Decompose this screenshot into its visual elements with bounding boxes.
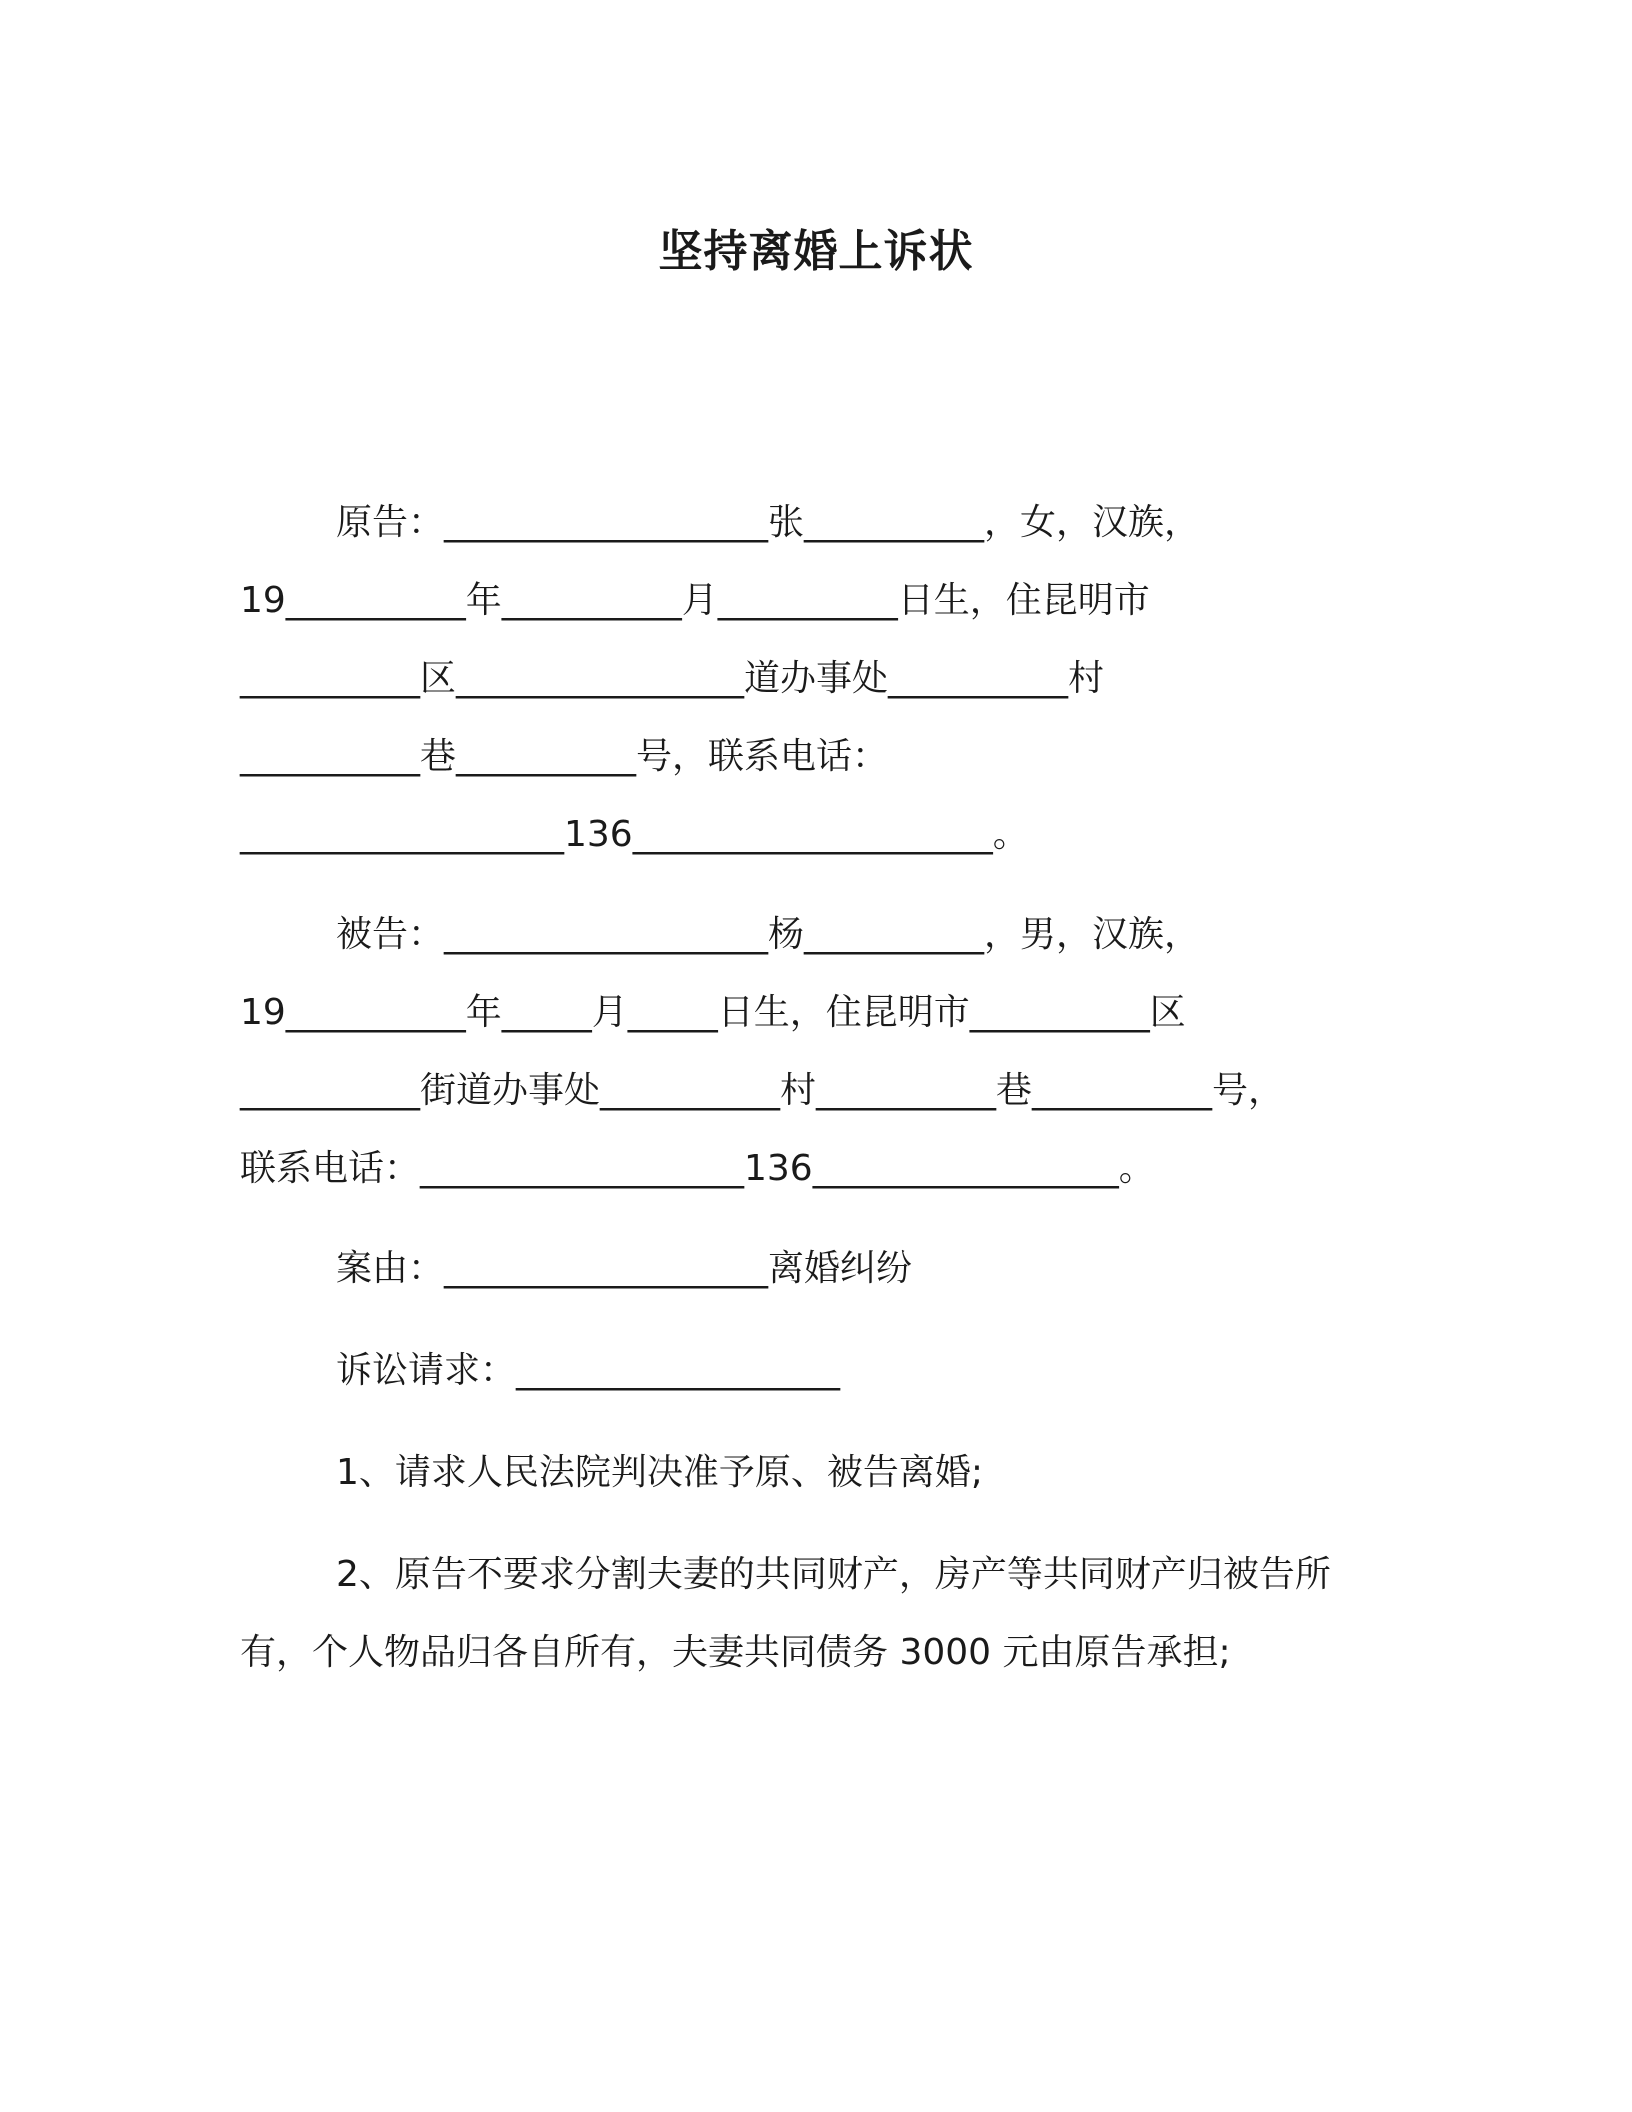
defendant-line-3: __________街道办事处__________村__________巷__________号， [240, 1070, 1285, 1111]
claim-2-line-2: 有，个人物品归各自所有，夫妻共同债务 3000 元由原告承担; [240, 1632, 1231, 1673]
document-title: 坚持离婚上诉状 [658, 226, 974, 277]
plaintiff-line-4: __________巷__________号，联系电话： [240, 736, 889, 777]
plaintiff-line-2: 19__________年__________月__________日生，住昆明市 [240, 580, 1150, 621]
plaintiff-line-5: __________________136____________________。 [240, 814, 1029, 855]
plaintiff-line-1: 原告：__________________张__________，女，汉族， [336, 502, 1201, 543]
defendant-line-1: 被告：__________________杨__________，男，汉族， [336, 914, 1201, 955]
plaintiff-line-3: __________区________________道办事处__________村 [240, 658, 1105, 699]
claim-2-line-1: 2、原告不要求分割夫妻的共同财产，房产等共同财产归被告所 [336, 1554, 1331, 1595]
case-cause-line: 案由：__________________离婚纠纷 [336, 1248, 913, 1289]
claim-1-line: 1、请求人民法院判决准予原、被告离婚; [336, 1452, 984, 1493]
defendant-line-4: 联系电话：__________________136_________________。 [240, 1148, 1155, 1189]
claims-heading-line: 诉讼请求：__________________ [336, 1350, 841, 1391]
defendant-line-2: 19__________年_____月_____日生，住昆明市__________区 [240, 992, 1186, 1033]
